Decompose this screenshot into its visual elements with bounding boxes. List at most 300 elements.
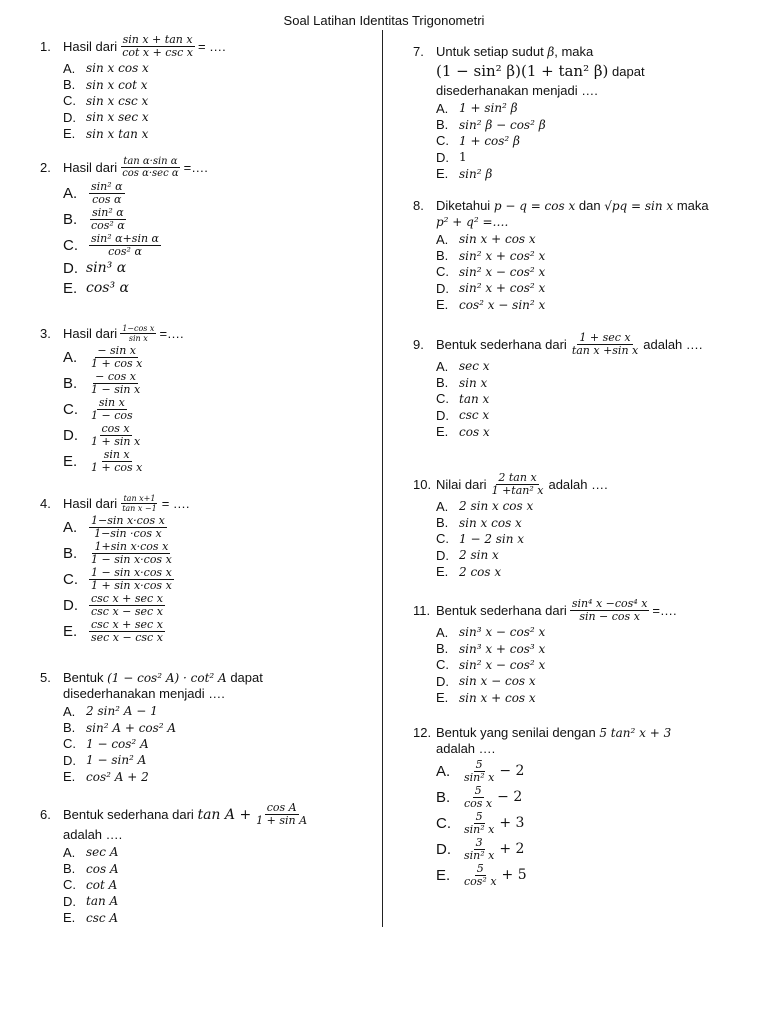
option-b — [40, 719, 370, 735]
fraction-denominator: 1−sin ·cos x — [94, 526, 162, 540]
fraction-denominator: 1 − sin x — [91, 382, 141, 396]
option-text: sin x sec x — [86, 110, 149, 125]
option-text: 2 sin x cos x — [459, 499, 534, 514]
option-letter: C. — [436, 657, 449, 673]
question-line-2-expression: p² + q² =…. — [436, 215, 509, 229]
option-letter: E. — [63, 769, 76, 785]
option-e — [413, 564, 758, 580]
option-text: tan A — [86, 894, 119, 909]
fraction-numerator: cos A — [266, 801, 297, 814]
option-b — [40, 540, 370, 566]
option-letter: B. — [63, 77, 76, 93]
question-line-3: disederhanakan menjadi …. — [436, 83, 598, 98]
option-text: sec A — [86, 845, 119, 860]
option-letter: A. — [436, 231, 449, 247]
option-letter: A. — [63, 844, 76, 860]
question-prefix: Hasil dari — [63, 325, 118, 341]
option-text: 2 sin x — [459, 548, 499, 563]
option-b — [413, 374, 758, 390]
question-4 — [40, 494, 370, 644]
option-text: cos x — [459, 424, 490, 439]
options-list — [413, 358, 758, 440]
option-letter: C. — [436, 264, 449, 280]
question-1 — [40, 34, 370, 142]
question-number: 10. — [413, 476, 432, 492]
question-expression-2: √pq = sin x — [604, 199, 674, 213]
option-letter: E. — [63, 452, 78, 470]
option-letter: C. — [63, 93, 76, 109]
fraction-numerator: 1 + sec x — [579, 331, 631, 344]
option-text: 1 + cos² β — [459, 133, 520, 148]
option-d — [413, 547, 758, 563]
option-a — [40, 514, 370, 540]
fraction-numerator: csc x + sec x — [91, 617, 163, 631]
option-b — [40, 206, 370, 232]
option-d — [413, 280, 758, 296]
option-text: 1 − sin² A — [86, 753, 147, 768]
option-letter: A. — [436, 358, 449, 374]
option-c — [413, 133, 758, 149]
fraction-denominator: 1 − sin x·cos x — [91, 552, 172, 566]
fraction-numerator: 5 — [474, 783, 482, 797]
question-number: 1. — [40, 38, 51, 54]
question-prefix: Nilai dari — [436, 476, 487, 492]
option-d — [40, 592, 370, 618]
option-text: cos² x − sin² x — [459, 297, 546, 312]
option-text: sec x — [459, 359, 490, 374]
option-letter: B. — [63, 861, 76, 877]
option-letter: E. — [63, 279, 78, 297]
option-e — [40, 448, 370, 474]
question-suffix: adalah …. — [548, 476, 608, 492]
option-d — [413, 149, 758, 165]
option-a — [40, 703, 370, 719]
option-c — [40, 93, 370, 109]
option-letter: B. — [63, 374, 78, 392]
question-prefix: Bentuk — [63, 670, 104, 685]
option-letter: C. — [63, 877, 76, 893]
fraction-numerator: sin² α — [92, 205, 124, 219]
option-text: cos A — [86, 861, 119, 876]
question-fraction — [570, 332, 640, 357]
fraction-numerator: tan x+1 — [123, 494, 156, 503]
fraction-denominator: 1 + sin x — [91, 434, 141, 448]
fraction-numerator: 3 — [475, 835, 483, 849]
option-text: sin³ x + cos³ x — [459, 641, 546, 656]
question-number: 3. — [40, 325, 51, 341]
option-letter: B. — [436, 375, 449, 391]
option-a — [40, 844, 370, 860]
option-fraction — [89, 397, 135, 422]
option-letter: D. — [63, 259, 78, 277]
question-fraction — [120, 34, 195, 59]
fraction-denominator: cos x — [464, 796, 493, 810]
option-text: sin x cos x — [86, 61, 149, 76]
fraction-denominator: tan x +sin x — [571, 344, 639, 357]
fraction-denominator: 1 + cos x — [91, 356, 143, 370]
fraction-numerator: − cos x — [95, 369, 136, 383]
option-e — [413, 297, 758, 313]
option-c — [40, 877, 370, 893]
option-d — [40, 422, 370, 448]
option-e — [413, 862, 758, 888]
option-c — [413, 391, 758, 407]
option-letter: B. — [436, 641, 449, 657]
option-d — [40, 752, 370, 768]
option-fraction — [89, 423, 142, 448]
option-b — [413, 640, 758, 656]
fraction-denominator: 1 + sin A — [256, 814, 308, 827]
question-expression: (1 − cos² A) · cot² A — [107, 671, 227, 685]
option-text: sin² β — [459, 166, 493, 181]
options-list — [40, 703, 370, 785]
option-d — [413, 407, 758, 423]
option-letter: E. — [63, 910, 76, 926]
question-expression: β — [547, 45, 555, 59]
question-prefix: Diketahui — [436, 198, 491, 213]
option-letter: B. — [436, 117, 449, 133]
option-text: 2 cos x — [459, 564, 502, 579]
option-text: sin² A + cos² A — [86, 720, 177, 735]
option-b — [40, 76, 370, 92]
option-text: sin² x − cos² x — [459, 264, 546, 279]
option-fraction — [89, 567, 174, 592]
option-tail: − 2 — [497, 789, 523, 805]
option-tail: − 2 — [499, 763, 525, 779]
fraction-numerator: 5 — [475, 757, 483, 771]
question-fraction — [120, 156, 180, 179]
option-text: 2 sin² A − 1 — [86, 704, 158, 719]
fraction-numerator: 5 — [476, 861, 484, 875]
option-c — [40, 736, 370, 752]
option-text: sin² β − cos² β — [459, 117, 546, 132]
page-title: Soal Latihan Identitas Trigonometri — [283, 13, 485, 28]
option-text: sin² x + cos² x — [459, 248, 546, 263]
fraction-numerator: sin x + tan x — [122, 33, 193, 46]
question-number: 12. — [413, 725, 432, 740]
option-c — [413, 531, 758, 547]
fraction-denominator: sin² x — [464, 822, 495, 836]
question-line-2 — [413, 60, 758, 83]
fraction-denominator: sec x − csc x — [91, 630, 163, 644]
option-letter: A. — [63, 348, 78, 366]
option-letter: B. — [63, 544, 78, 562]
question-suffix: =…. — [159, 325, 184, 341]
option-letter: E. — [436, 424, 449, 440]
option-letter: A. — [436, 762, 451, 780]
option-letter: D. — [436, 840, 451, 858]
option-e — [413, 424, 758, 440]
option-fraction — [462, 785, 494, 810]
option-letter: B. — [63, 720, 76, 736]
option-letter: A. — [63, 518, 78, 536]
question-line-2 — [413, 214, 758, 230]
question-number: 2. — [40, 159, 51, 175]
question-line-2: disederhanakan menjadi …. — [63, 686, 225, 701]
question-fraction — [490, 472, 546, 497]
fraction-denominator: sin x — [128, 334, 148, 343]
question-suffix: = …. — [161, 495, 190, 511]
option-letter: C. — [436, 133, 449, 149]
fraction-denominator: sin − cos x — [579, 610, 640, 623]
option-c — [40, 232, 370, 258]
question-expression-2: (1 − sin² β)(1 + tan² β) — [436, 62, 609, 80]
fraction-denominator: sin² x — [464, 848, 495, 862]
option-letter: E. — [436, 297, 449, 313]
fraction-numerator: sin x — [98, 395, 125, 409]
option-d — [413, 836, 758, 862]
option-fraction — [89, 233, 161, 258]
option-letter: E. — [63, 622, 78, 640]
option-letter: C. — [63, 400, 78, 418]
options-list — [40, 514, 370, 644]
option-b — [413, 514, 758, 530]
fraction-denominator: cos² α — [91, 218, 125, 232]
option-b — [413, 247, 758, 263]
question-prefix: Hasil dari — [63, 159, 118, 175]
option-e — [413, 690, 758, 706]
option-b — [413, 116, 758, 132]
option-c — [413, 264, 758, 280]
option-letter: E. — [436, 564, 449, 580]
question-10 — [413, 472, 758, 580]
question-prefix: Bentuk yang senilai dengan — [436, 725, 596, 740]
question-3 — [40, 324, 370, 474]
question-2 — [40, 156, 370, 298]
option-a — [40, 344, 370, 370]
question-fraction — [120, 324, 156, 343]
question-expression: 5 tan² x + 3 — [599, 726, 672, 740]
option-a — [40, 180, 370, 206]
question-6 — [40, 802, 370, 926]
question-prefix: Untuk setiap sudut — [436, 44, 544, 59]
option-fraction — [462, 863, 499, 888]
option-d — [40, 893, 370, 909]
option-d — [40, 109, 370, 125]
option-letter: D. — [436, 149, 449, 165]
option-text: sin² x − cos² x — [459, 657, 546, 672]
option-letter: E. — [436, 166, 449, 182]
question-line-2: adalah …. — [436, 741, 496, 756]
option-e — [40, 618, 370, 644]
option-text: sin x tan x — [86, 126, 149, 141]
option-text: cos² A + 2 — [86, 769, 149, 784]
option-letter: C. — [436, 814, 451, 832]
question-suffix: maka — [676, 198, 709, 213]
column-divider — [382, 30, 383, 927]
option-tail: + 2 — [499, 841, 525, 857]
option-letter: C. — [63, 736, 76, 752]
fraction-denominator: csc x − sec x — [91, 604, 163, 618]
option-b — [413, 784, 758, 810]
question-expression: tan A + — [197, 806, 252, 823]
option-text: sin x + cos x — [459, 690, 536, 705]
option-letter: B. — [436, 515, 449, 531]
option-c — [40, 566, 370, 592]
fraction-numerator: 1 − sin x·cos x — [91, 565, 172, 579]
question-suffix: =…. — [652, 602, 677, 618]
option-fraction — [89, 371, 142, 396]
fraction-denominator: tan x −1 — [122, 504, 157, 513]
option-fraction — [462, 811, 496, 836]
option-letter: D. — [436, 407, 449, 423]
question-number: 5. — [40, 670, 51, 685]
options-list — [413, 624, 758, 706]
question-suffix-2: dapat — [612, 64, 645, 79]
option-letter: A. — [63, 60, 76, 76]
question-mid: dan — [578, 198, 601, 213]
option-text: tan x — [459, 391, 490, 406]
options-list — [413, 100, 758, 182]
option-letter: C. — [436, 391, 449, 407]
question-fraction — [570, 598, 650, 623]
option-d — [413, 673, 758, 689]
fraction-denominator: 1 + sin x·cos x — [91, 578, 172, 592]
question-suffix: =…. — [183, 159, 208, 175]
option-fraction — [89, 619, 165, 644]
option-letter: B. — [436, 248, 449, 264]
option-fraction — [89, 181, 125, 206]
option-fraction — [89, 593, 165, 618]
option-a — [413, 358, 758, 374]
question-8 — [413, 198, 758, 313]
question-prefix: Bentuk sederhana dari — [436, 336, 567, 352]
option-text: cot A — [86, 877, 118, 892]
question-prefix: Hasil dari — [63, 38, 118, 54]
option-letter: E. — [436, 866, 451, 884]
question-suffix: dapat — [230, 670, 263, 685]
option-letter: A. — [63, 703, 76, 719]
option-text: csc A — [86, 910, 119, 925]
options-list — [413, 498, 758, 580]
fraction-numerator: csc x + sec x — [91, 591, 163, 605]
fraction-numerator: 1−sin x·cos x — [91, 513, 165, 527]
option-text: sin x csc x — [86, 93, 149, 108]
options-list — [413, 231, 758, 313]
question-fraction — [254, 802, 309, 827]
option-text: csc x — [459, 408, 490, 423]
option-a — [413, 498, 758, 514]
question-expression: p − q = cos x — [493, 199, 576, 213]
option-c — [413, 657, 758, 673]
option-fraction — [89, 515, 167, 540]
fraction-numerator: tan α·sin α — [123, 156, 178, 167]
question-number: 7. — [413, 44, 424, 59]
option-text: sin² x + cos² x — [459, 281, 546, 296]
option-letter: D. — [436, 547, 449, 563]
question-12 — [413, 725, 758, 888]
question-fraction — [120, 494, 159, 513]
option-letter: C. — [63, 236, 78, 254]
option-a — [413, 758, 758, 784]
option-e — [40, 769, 370, 785]
option-e — [40, 278, 370, 298]
option-text: sin³ x − cos² x — [459, 625, 546, 640]
question-suffix: = …. — [197, 38, 226, 54]
option-letter: B. — [436, 788, 451, 806]
question-9 — [413, 332, 758, 440]
option-fraction — [89, 541, 174, 566]
fraction-numerator: 1−cos x — [122, 324, 155, 333]
option-letter: D. — [63, 752, 76, 768]
option-letter: C. — [436, 531, 449, 547]
option-letter: E. — [63, 126, 76, 142]
option-letter: A. — [436, 100, 449, 116]
question-number: 9. — [413, 336, 424, 352]
question-line-2: adalah …. — [63, 827, 123, 842]
fraction-denominator: 1 + cos x — [91, 460, 143, 474]
option-text: sin x + cos x — [459, 232, 536, 247]
option-text: sin x cos x — [459, 515, 522, 530]
fraction-numerator: sin² α+sin α — [91, 231, 159, 245]
option-text: sin x − cos x — [459, 674, 536, 689]
option-text: 1 — [459, 150, 467, 165]
option-b — [40, 860, 370, 876]
option-fraction — [462, 759, 496, 784]
fraction-denominator: cos α — [92, 192, 122, 206]
option-fraction — [89, 449, 144, 474]
option-c — [40, 396, 370, 422]
option-letter: A. — [436, 498, 449, 514]
option-letter: D. — [436, 673, 449, 689]
option-c — [413, 810, 758, 836]
option-e — [40, 126, 370, 142]
fraction-numerator: 2 tan x — [498, 471, 537, 484]
fraction-numerator: sin⁴ x −cos⁴ x — [571, 597, 648, 610]
option-letter: E. — [436, 690, 449, 706]
option-text: sin³ α — [86, 260, 127, 276]
fraction-numerator: − sin x — [97, 343, 136, 357]
option-text: 1 + sin² β — [459, 101, 518, 116]
options-list — [40, 344, 370, 474]
option-letter: A. — [436, 624, 449, 640]
fraction-denominator: 1 − cos — [91, 408, 133, 422]
question-number: 6. — [40, 806, 51, 822]
option-a — [413, 100, 758, 116]
fraction-numerator: sin x — [103, 447, 130, 461]
question-prefix: Hasil dari — [63, 495, 118, 511]
option-fraction — [462, 837, 496, 862]
option-text: sin x cot x — [86, 77, 148, 92]
option-text: sin x — [459, 375, 488, 390]
options-list — [40, 60, 370, 142]
fraction-denominator: cos² α — [108, 244, 142, 258]
question-11 — [413, 598, 758, 706]
fraction-denominator: cos α·sec α — [122, 168, 179, 179]
option-letter: A. — [63, 184, 78, 202]
option-a — [413, 231, 758, 247]
options-list — [40, 180, 370, 298]
option-e — [413, 166, 758, 182]
option-letter: D. — [63, 426, 78, 444]
question-suffix: adalah …. — [643, 336, 703, 352]
fraction-numerator: 5 — [475, 809, 483, 823]
options-list — [413, 758, 758, 888]
option-e — [40, 910, 370, 926]
option-letter: C. — [63, 570, 78, 588]
option-tail: + 3 — [499, 815, 525, 831]
option-letter: D. — [436, 280, 449, 296]
question-number: 4. — [40, 495, 51, 511]
fraction-denominator: cot x + csc x — [122, 46, 193, 59]
fraction-denominator: cos² x — [464, 874, 497, 888]
option-letter: B. — [63, 210, 78, 228]
option-text: cos³ α — [86, 280, 129, 296]
option-d — [40, 258, 370, 278]
fraction-denominator: 1 +tan² x — [491, 484, 544, 497]
question-prefix: Bentuk sederhana dari — [63, 806, 194, 822]
options-list — [40, 844, 370, 926]
